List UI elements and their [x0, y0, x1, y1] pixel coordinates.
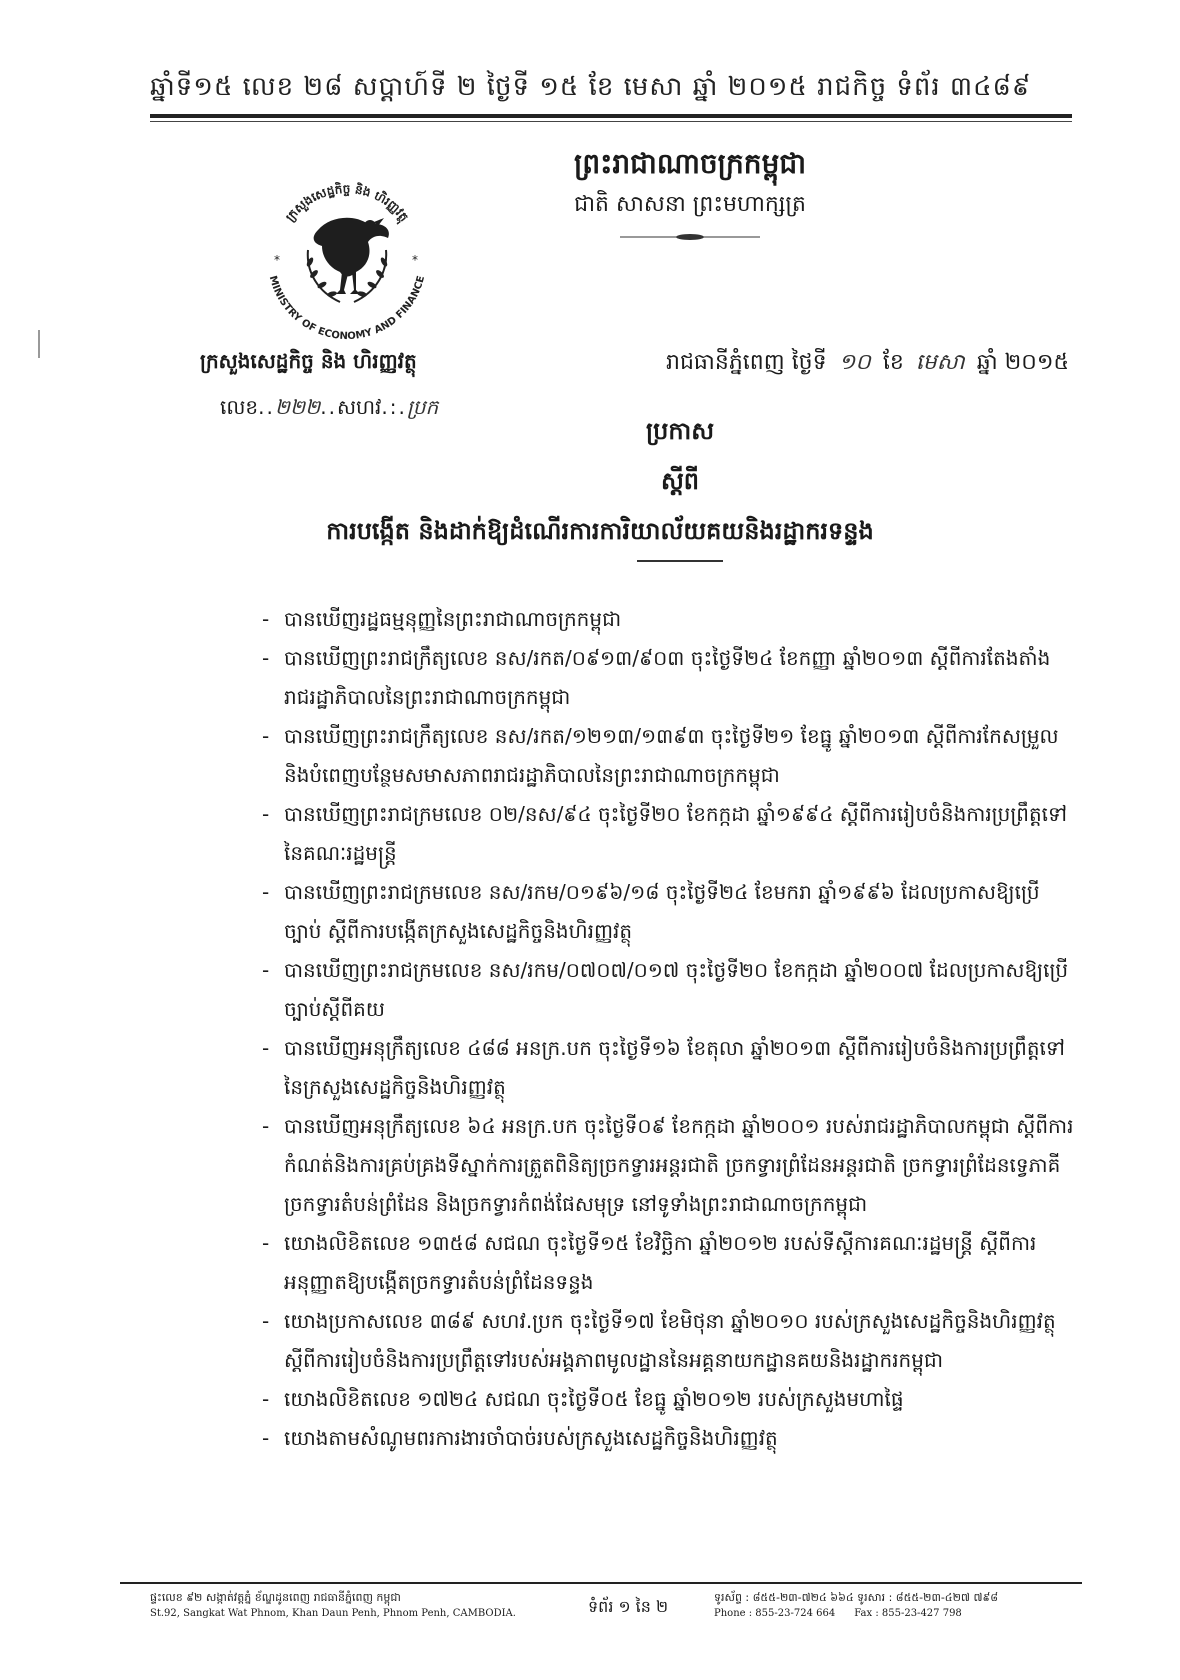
citation-list	[262, 600, 1074, 1458]
footer-fax: Fax : 855-23-427 798	[854, 1608, 962, 1619]
citation-item: - យោងលិខិតលេខ ១៣៥៨ សជណ ចុះថ្ងៃទី១៥ ខែវិច្ឆិកា ឆ្នាំ២០១២ របស់ទីស្តីការគណៈរដ្ឋមន្ត្រី ស្តីពីការអនុញ្ញាតឱ្យបង្កើតច្រកទ្វារតំបន់ព្រំដែនទន្ទង	[262, 1224, 1074, 1302]
footer-address-en: St.92, Sangkat Wat Phnom, Khan Daun Penh, Phnom Penh, CAMBODIA.	[150, 1608, 516, 1619]
footer-contact-km: ទូរស័ព្ទ : ៨៥៥-២៣-៧២៤ ៦៦៤ ទូរសារ : ៨៥៥-២៣-៤២៧ ៧៩៨	[714, 1591, 999, 1604]
ref-number: ២២២	[274, 395, 321, 419]
footer-address-km: ផ្ទះលេខ ៩២ សង្កាត់វត្តភ្នំ ខ័ណ្ឌដូនពេញ រាជធានីភ្នំពេញ កម្ពុជា	[150, 1591, 401, 1604]
citation-item: - យោងតាមសំណូមពរការងារចាំបាច់របស់ក្រសួងសេដ្ឋកិច្ចនិងហិរញ្ញវត្ថុ	[262, 1419, 1074, 1458]
reference-number: លេខ..២២២..សហវ.:.ប្រក	[220, 395, 439, 419]
date-day: ១០	[838, 350, 871, 375]
citation-item: - បានឃើញអនុក្រឹត្យលេខ ៦៤ អនក្រ.បក ចុះថ្ងៃទី០៩ ខែកក្កដា ឆ្នាំ២០០១ របស់រាជរដ្ឋាភិបាលកម្ពុជា ស្តីពីការកំណត់និងការគ្រប់គ្រងទីស្នាក់ការត្រួតពិនិត្យច្រកទ្វារអន្តរជាតិ ច្រកទ្វារព្រំដែនអន្តរជាតិ ច្រកទ្វារព្រំដែនទ្វេភាគី ច្រកទ្វារតំបន់ព្រំដែន និងច្រកទ្វារកំពង់ផែសមុទ្រ នៅទូទាំងព្រះរាជាណាចក្រកម្ពុជា	[262, 1107, 1074, 1224]
date-month-label: ខែ	[882, 350, 904, 375]
date-year: ឆ្នាំ ២០១៥	[976, 350, 1070, 375]
ref-prefix: លេខ	[220, 395, 259, 419]
citation-item: - បានឃើញអនុក្រឹត្យលេខ ៤៨៨ អនក្រ.បក ចុះថ្ងៃទី១៦ ខែតុលា ឆ្នាំ២០១៣ ស្តីពីការរៀបចំនិងការប្រព្រឹត្តទៅនៃក្រសួងសេដ្ឋកិច្ចនិងហិរញ្ញវត្ថុ	[262, 1029, 1074, 1107]
national-motto: ជាតិ សាសនា ព្រះមហាក្សត្រ	[574, 192, 806, 217]
citation-item: - បានឃើញព្រះរាជក្រឹត្យលេខ នស/រកត/១២១៣/១៣៩៣ ចុះថ្ងៃទី២១ ខែធ្នូ ឆ្នាំ២០១៣ ស្តីពីការកែសម្រួល និងបំពេញបន្ថែមសមាសភាពរាជរដ្ឋាភិបាលនៃព្រះរាជាណាចក្រកម្ពុជា	[262, 717, 1074, 795]
footer-contact-en	[714, 1606, 1074, 1622]
svg-text:*: *	[274, 253, 280, 267]
gazette-header: ឆ្នាំទី១៥ លេខ ២៨ សប្តាហ៍ទី ២ ថ្ងៃទី ១៥ ខែ មេសា ឆ្នាំ ២០១៥ រាជកិច្ច ទំព័រ ៣៤៨៩	[150, 72, 1032, 102]
ref-code: សហវ	[336, 395, 382, 419]
citation-item: - បានឃើញព្រះរាជក្រមលេខ នស/រកម/០៧០៧/០១៧ ចុះថ្ងៃទី២០ ខែកក្កដា ឆ្នាំ២០០៧ ដែលប្រកាសឱ្យប្រើច្បាប់ស្តីពីគយ	[262, 951, 1074, 1029]
citation-item: - យោងលិខិតលេខ ១៧២៤ សជណ ចុះថ្ងៃទី០៥ ខែធ្នូ ឆ្នាំ២០១២ របស់ក្រសួងមហាផ្ទៃ	[262, 1380, 1074, 1419]
ornament-divider	[620, 232, 760, 242]
date-prefix: រាជធានីភ្នំពេញ ថ្ងៃទី	[666, 350, 827, 375]
svg-text:MINISTRY OF ECONOMY AND FINANC: MINISTRY OF ECONOMY AND FINANCE	[266, 274, 428, 343]
document-type: ប្រកាស	[645, 417, 715, 445]
subject-divider	[637, 560, 723, 562]
svg-text:*: *	[412, 253, 418, 267]
margin-mark	[38, 330, 40, 358]
footer-phone: Phone : 855-23-724 664	[714, 1608, 836, 1619]
ministry-name: ក្រសួងសេដ្ឋកិច្ច និង ហិរញ្ញវត្ថុ	[200, 349, 417, 373]
citation-item: - បានឃើញព្រះរាជក្រមលេខ ០២/នស/៩៤ ចុះថ្ងៃទី២០ ខែកក្កដា ឆ្នាំ១៩៩៤ ស្តីពីការរៀបចំនិងការប្រព្រឹត្តទៅនៃគណៈរដ្ឋមន្ត្រី	[262, 795, 1074, 873]
gazette-rule	[150, 114, 1072, 118]
document-subject: ការបង្កើត និងដាក់ឱ្យដំណើរការការិយាល័យគយនិងរដ្ឋាករទន្ទង	[326, 517, 874, 545]
gazette-rule-thin	[150, 121, 1072, 122]
footer-rule	[120, 1582, 1082, 1584]
ref-suffix: ប្រក	[406, 395, 439, 419]
page-number: ទំព័រ ១ នៃ ២	[588, 1597, 669, 1616]
svg-text:ក្រសួងសេដ្ឋកិច្ច និង ហិរញ្ញវត្: ក្រសួងសេដ្ឋកិច្ច និង ហិរញ្ញវត្ថុ	[282, 181, 412, 225]
date-month: មេសា	[915, 350, 965, 375]
citation-item: - បានឃើញរដ្ឋធម្មនុញ្ញនៃព្រះរាជាណាចក្រកម្ពុជា	[262, 600, 1074, 639]
footer-contact	[714, 1590, 1074, 1622]
citation-item: - បានឃើញព្រះរាជក្រឹត្យលេខ នស/រកត/០៩១៣/៩០៣ ចុះថ្ងៃទី២៤ ខែកញ្ញា ឆ្នាំ២០១៣ ស្តីពីការតែងតាំងរាជរដ្ឋាភិបាលនៃព្រះរាជាណាចក្រកម្ពុជា	[262, 639, 1074, 717]
citation-item: - យោងប្រកាសលេខ ៣៨៩ សហវ.ប្រក ចុះថ្ងៃទី១៧ ខែមិថុនា ឆ្នាំ២០១០ របស់ក្រសួងសេដ្ឋកិច្ចនិងហិរញ្ញវត្ថុ ស្តីពីការរៀបចំនិងការប្រព្រឹត្តទៅរបស់អង្គភាពមូលដ្ឋាននៃអគ្គនាយកដ្ឋានគយនិងរដ្ឋាករកម្ពុជា	[262, 1302, 1074, 1380]
document-on: ស្តីពី	[660, 467, 700, 495]
ministry-seal-logo	[256, 164, 438, 346]
citation-item: - បានឃើញព្រះរាជក្រមលេខ នស/រកម/០១៩៦/១៨ ចុះថ្ងៃទី២៤ ខែមករា ឆ្នាំ១៩៩៦ ដែលប្រកាសឱ្យប្រើច្បាប់ ស្តីពីការបង្កើតក្រសួងសេដ្ឋកិច្ចនិងហិរញ្ញវត្ថុ	[262, 873, 1074, 951]
kingdom-title: ព្រះរាជាណាចក្រកម្ពុជា	[573, 147, 806, 180]
footer-address	[150, 1590, 570, 1622]
date-line	[666, 348, 1069, 380]
